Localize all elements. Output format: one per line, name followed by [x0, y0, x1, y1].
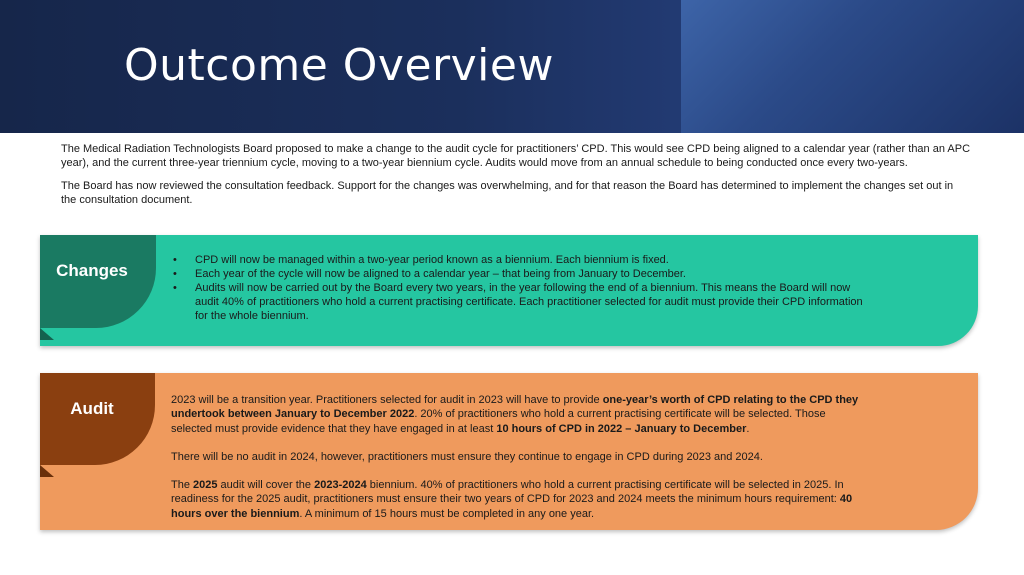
list-item-text: Each year of the cycle will now be aligned to a calendar year – that being from January to December.: [195, 268, 686, 280]
intro-paragraph: The Board has now reviewed the consultation feedback. Support for the changes was overwhelming, and for that reason the Board has determined to implement the changes set out in the consultation document.: [61, 180, 954, 206]
audit-body: [171, 393, 861, 535]
audit-tab-fold: [40, 465, 54, 477]
text-run: 2023 will be a transition year. Practitioners selected for audit in 2023 will have to provide: [171, 394, 603, 406]
audit-paragraph-2024: There will be no audit in 2024, however, practitioners must ensure they continue to engage in CPD during 2023 and 2024.: [171, 450, 763, 463]
changes-card: [40, 235, 978, 346]
intro-section: [61, 143, 971, 217]
bullet-icon: •: [173, 268, 177, 280]
changes-tab-fold: [40, 328, 54, 340]
list-item: [173, 253, 873, 267]
list-item: [173, 267, 873, 281]
emphasis-text: one-year’s worth of CPD relating to the CPD they undertook between January to December 2022: [171, 394, 859, 421]
emphasis-text: 40 hours over the biennium: [171, 493, 853, 520]
audit-card: [40, 373, 978, 530]
audit-label: Audit: [70, 399, 114, 418]
audit-paragraph-2025: [171, 478, 861, 521]
audit-paragraph-transition: [171, 393, 861, 436]
audit-tab: [40, 373, 155, 465]
emphasis-text: 10 hours of CPD in 2022 – January to December: [496, 422, 747, 435]
list-item: [173, 281, 873, 323]
title-banner: [0, 0, 1024, 133]
list-item-text: Audits will now be carried out by the Board every two years, in the year following the end of a biennium. This means the Board will now audit 40% of practitioners who hold a current practising certificate. Each practitioner selected for audit must provide their CPD information for the whole biennium.: [195, 282, 863, 322]
text-run: .: [746, 422, 750, 435]
banner-highlight: [681, 0, 1024, 133]
emphasis-text: 2025: [193, 479, 218, 492]
text-run: audit will cover the: [217, 479, 315, 492]
text-run: The: [171, 479, 194, 492]
bullet-icon: •: [173, 254, 177, 266]
bullet-icon: •: [173, 282, 177, 294]
text-run: . A minimum of 15 hours must be completed in any one year.: [299, 507, 595, 520]
text-run: biennium. 40% of practitioners who hold a current practising certificate will be selected in 2025. In readiness for the 2025 audit, practitioners must ensure their two years of CPD for 2023 and 2024 meets the minimum hours requirement:: [171, 479, 844, 506]
intro-paragraph: The Medical Radiation Technologists Board proposed to make a change to the audit cycle for practitioners’ CPD. This would see CPD being aligned to a calendar year (rather than an APC year), and the current three-year triennium cycle, moving to a two-year biennium cycle. Audits would move from an annual schedule to being conducted once every two-years.: [61, 143, 971, 169]
changes-list: [173, 253, 873, 323]
changes-tab: [40, 235, 156, 328]
emphasis-text: 2023-2024: [314, 479, 367, 492]
text-run: . 20% of practitioners who hold a current practising certificate will be selected. Those selected must provide evidence that they have engaged in at least: [171, 408, 826, 435]
page-title: Outcome Overview: [124, 40, 554, 91]
changes-label: Changes: [56, 261, 128, 280]
list-item-text: CPD will now be managed within a two-year period known as a biennium. Each biennium is fixed.: [195, 254, 669, 266]
